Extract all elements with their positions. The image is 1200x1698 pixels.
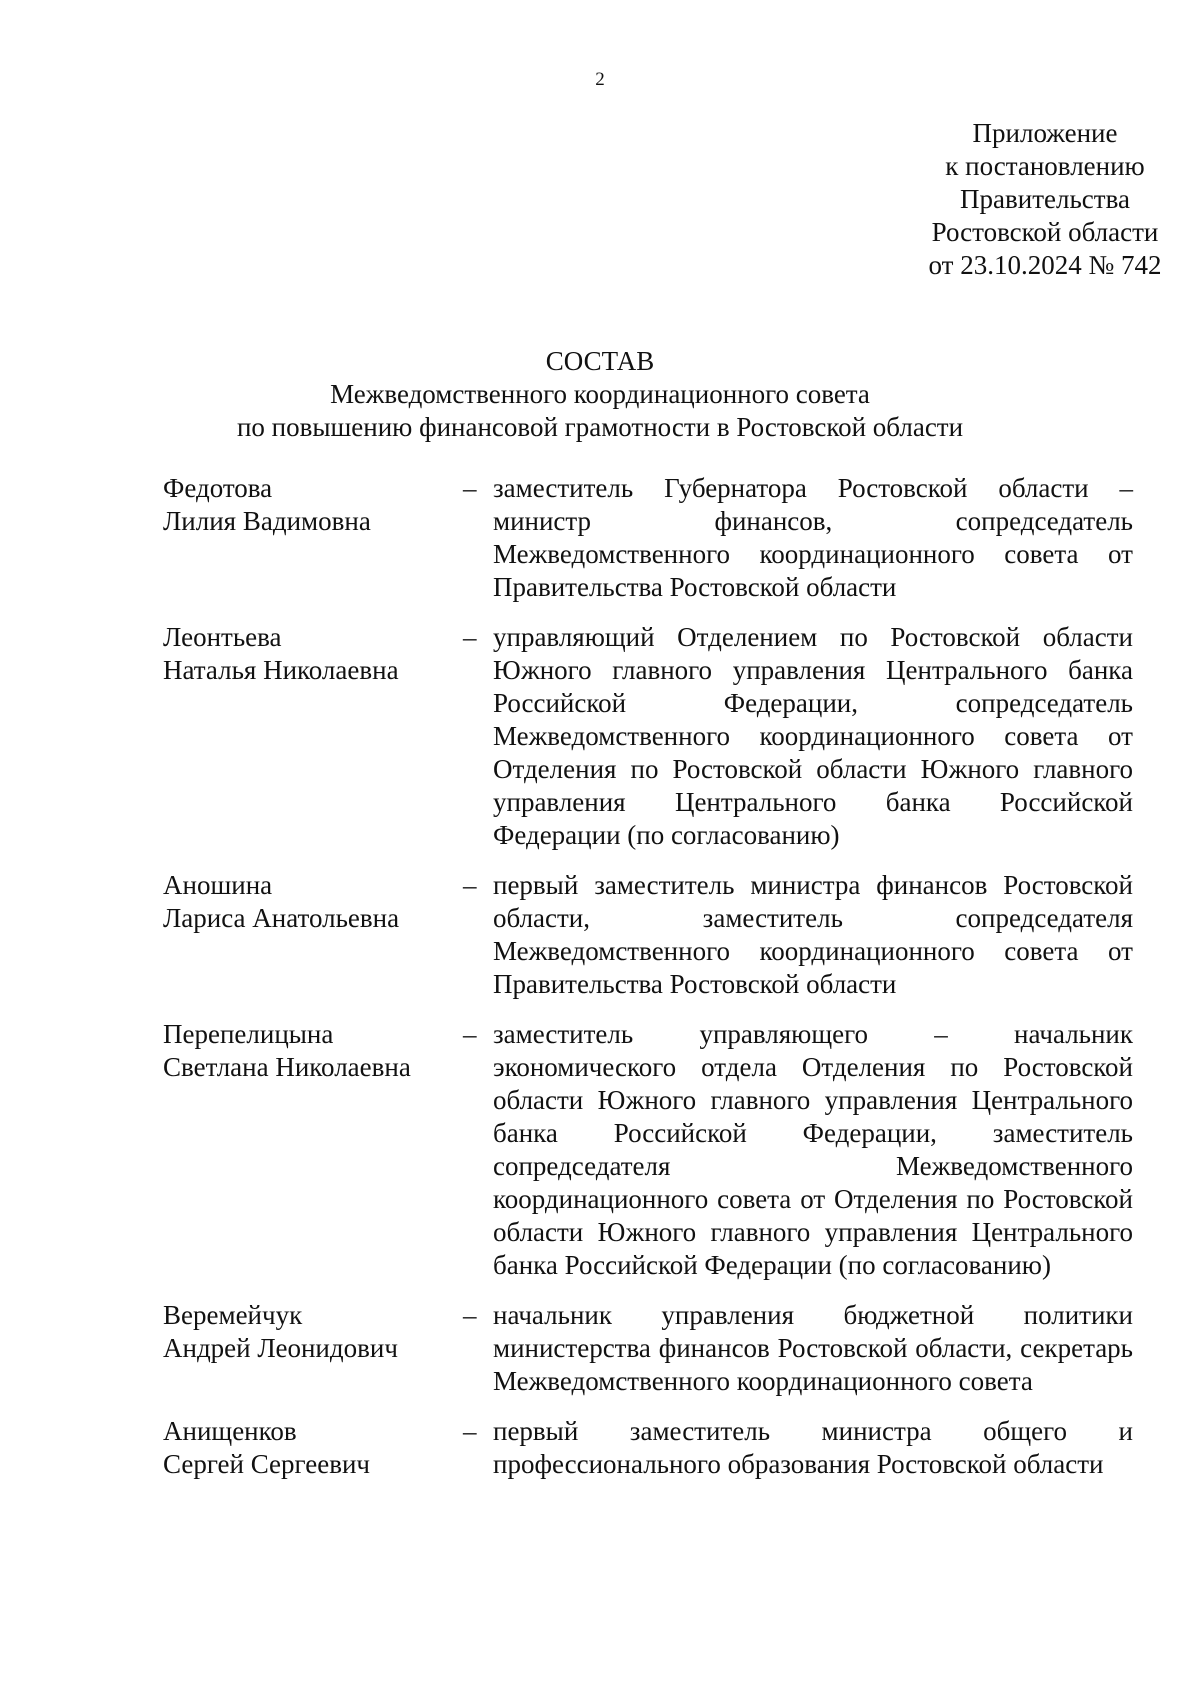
member-entry bbox=[163, 1299, 1133, 1398]
member-surname: Леонтьева bbox=[163, 622, 282, 652]
title-line: по повышению финансовой грамотности в Ростовской области bbox=[236, 412, 964, 442]
member-role: заместитель управляющего – начальник экономического отдела Отделения по Ростовской области Южного главного управления Центрального банка Российской Федерации, заместитель сопредседателя Межведомственного координационного совета от Отделения по Ростовской области Южного главного управления Центрального банка Российской Федерации (по согласованию) bbox=[493, 1019, 1133, 1280]
member-given-name: Наталья Николаевна bbox=[163, 655, 399, 685]
member-entry bbox=[163, 869, 1133, 1001]
page-number: 2 bbox=[595, 69, 605, 90]
member-role: первый заместитель министра финансов Ростовской области, заместитель сопредседателя Межведомственного координационного совета от Правительства Ростовской области bbox=[493, 870, 1133, 999]
member-entry bbox=[163, 1018, 1133, 1282]
title-heading: СОСТАВ bbox=[545, 346, 655, 376]
member-role: управляющий Отделением по Ростовской области Южного главного управления Центрального банка Российской Федерации, сопредседатель Межведомственного координационного совета от Отделения по Ростовской области Южного главного управления Центрального банка Российской Федерации (по согласованию) bbox=[493, 622, 1133, 850]
member-surname: Федотова bbox=[163, 473, 273, 503]
member-entry bbox=[163, 472, 1133, 604]
member-name bbox=[163, 621, 463, 852]
member-entry bbox=[163, 621, 1133, 852]
member-given-name: Светлана Николаевна bbox=[163, 1052, 411, 1082]
member-entry bbox=[163, 1415, 1133, 1481]
member-surname: Анищенков bbox=[163, 1416, 297, 1446]
member-given-name: Лилия Вадимовна bbox=[163, 506, 371, 536]
member-given-name: Сергей Сергеевич bbox=[163, 1449, 371, 1479]
appendix-line: к постановлению bbox=[945, 151, 1145, 181]
member-given-name: Лариса Анатольевна bbox=[163, 903, 400, 933]
member-dash: – bbox=[463, 622, 477, 652]
appendix-line: Правительства bbox=[960, 184, 1130, 214]
member-role: заместитель Губернатора Ростовской области – министр финансов, сопредседатель Межведомственного координационного совета от Правительства Ростовской области bbox=[493, 473, 1133, 602]
appendix-header bbox=[845, 117, 1200, 282]
member-name bbox=[163, 1415, 463, 1481]
document-title bbox=[0, 345, 1200, 444]
member-dash: – bbox=[463, 1416, 477, 1446]
member-surname: Аношина bbox=[163, 870, 273, 900]
member-dash: – bbox=[463, 1300, 477, 1330]
member-name bbox=[163, 1018, 463, 1282]
member-given-name: Андрей Леонидович bbox=[163, 1333, 398, 1363]
appendix-line: Приложение bbox=[972, 118, 1118, 148]
members-list bbox=[163, 472, 1133, 1498]
member-surname: Перепелицына bbox=[163, 1019, 334, 1049]
title-line: Межведомственного координационного совета bbox=[330, 379, 870, 409]
member-name bbox=[163, 472, 463, 604]
member-dash: – bbox=[463, 870, 477, 900]
appendix-line: Ростовской области bbox=[931, 217, 1159, 247]
member-role: первый заместитель министра общего и профессионального образования Ростовской области bbox=[493, 1416, 1133, 1479]
member-dash: – bbox=[463, 473, 477, 503]
member-name bbox=[163, 1299, 463, 1398]
member-dash: – bbox=[463, 1019, 477, 1049]
appendix-line: от 23.10.2024 № 742 bbox=[928, 250, 1162, 280]
member-surname: Веремейчук bbox=[163, 1300, 303, 1330]
member-name bbox=[163, 869, 463, 1001]
member-role: начальник управления бюджетной политики министерства финансов Ростовской области, секретарь Межведомственного координационного совета bbox=[493, 1300, 1133, 1396]
